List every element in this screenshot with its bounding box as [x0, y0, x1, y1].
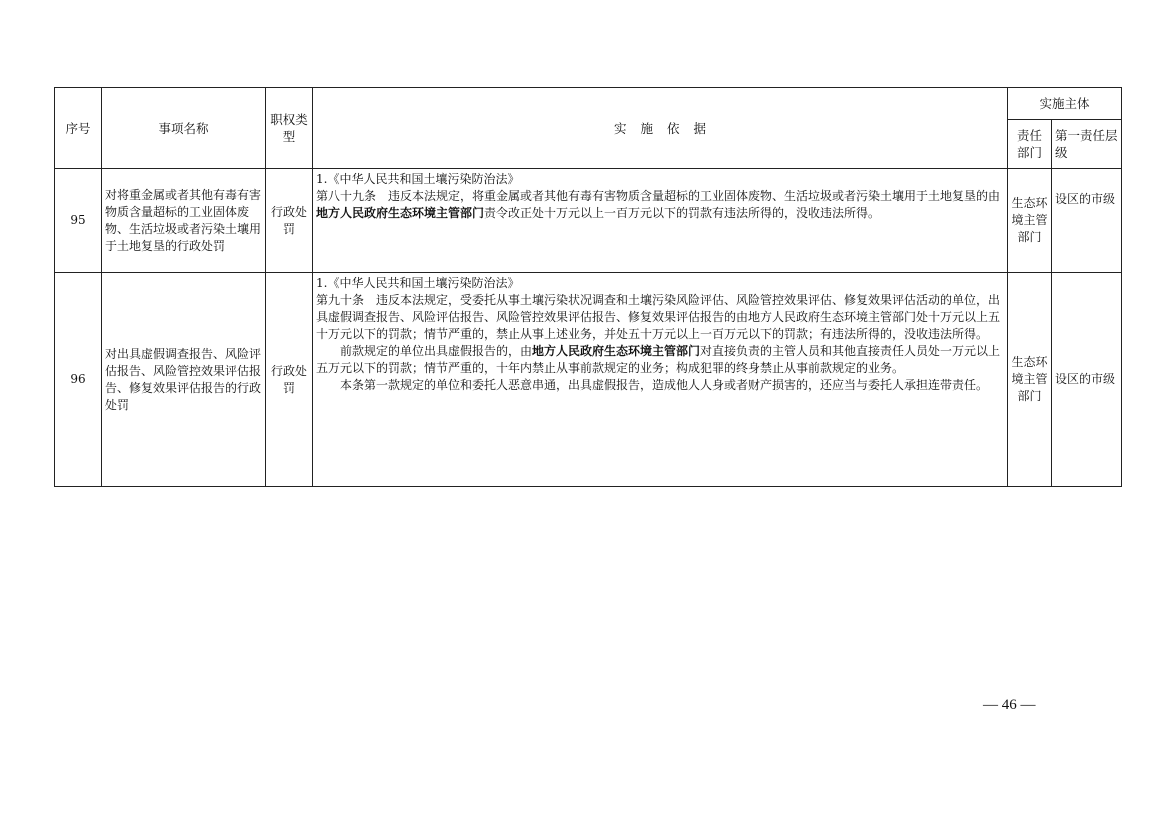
row-seq: 95	[55, 169, 102, 273]
law-title: 1.《中华人民共和国土壤污染防治法》	[316, 276, 520, 290]
law-title: 1.《中华人民共和国土壤污染防治法》	[316, 172, 520, 186]
row-basis	[313, 273, 1008, 487]
authority-bold: 地方人民政府生态环境主管部门	[532, 344, 701, 358]
table-row	[55, 273, 1122, 487]
basis-paragraph: 第八十九条 违反本法规定，将重金属或者其他有毒有害物质含量超标的工业固体废物、生活垃圾或者污染土壤用于土地复垦的由地方人民政府生态环境主管部门责令改正处十万元以上一百万元以下的罚款有违法所得的，没收违法所得。	[316, 189, 1001, 220]
header-row-top	[55, 88, 1122, 120]
row-first-level: 设区的市级	[1052, 169, 1122, 273]
header-impl-subject: 实施主体	[1008, 88, 1122, 120]
row-power-type: 行政处罚	[266, 169, 313, 273]
header-power-type: 职权类型	[266, 88, 313, 169]
header-item-name: 事项名称	[102, 88, 266, 169]
header-basis: 实 施 依 据	[313, 88, 1008, 169]
row-power-type: 行政处罚	[266, 273, 313, 487]
authority-bold: 地方人民政府生态环境主管部门	[316, 206, 485, 220]
basis-paragraph: 第九十条 违反本法规定，受委托从事土壤污染状况调查和土壤污染风险评估、风险管控效果评估、修复效果评估活动的单位，出具虚假调查报告、风险评估报告、风险管控效果评估报告、修复效果评估报告的由地方人民政府生态环境主管部门处十万元以上五十万元以下的罚款；情节严重的，禁止从事上述业务，并处五十万元以上一百万元以下的罚款；有违法所得的，没收违法所得。	[316, 293, 1001, 341]
table-row	[55, 169, 1122, 273]
row-first-level: 设区的市级	[1052, 273, 1122, 487]
header-resp-dept: 责任部门	[1008, 120, 1052, 169]
row-resp-dept: 生态环境主管部门	[1008, 273, 1052, 487]
basis-paragraph: 本条第一款规定的单位和委托人恶意串通，出具虚假报告，造成他人人身或者财产损害的，还应当与委托人承担连带责任。	[340, 378, 989, 392]
row-basis	[313, 169, 1008, 273]
row-item-name: 对将重金属或者其他有毒有害物质含量超标的工业固体废物、生活垃圾或者污染土壤用于土地复垦的行政处罚	[102, 169, 266, 273]
header-seq: 序号	[55, 88, 102, 169]
row-seq: 96	[55, 273, 102, 487]
enforcement-table	[54, 87, 1122, 487]
page-number: — 46 —	[983, 697, 1036, 713]
row-resp-dept: 生态环境主管部门	[1008, 169, 1052, 273]
row-item-name: 对出具虚假调查报告、风险评估报告、风险管控效果评估报告、修复效果评估报告的行政处罚	[102, 273, 266, 487]
header-first-level: 第一责任层级	[1052, 120, 1122, 169]
basis-paragraph: 前款规定的单位出具虚假报告的，由地方人民政府生态环境主管部门对直接负责的主管人员和其他直接责任人员处一万元以上五万元以下的罚款；情节严重的，十年内禁止从事前款规定的业务；构成犯罪的终身禁止从事前款规定的业务。	[316, 344, 1001, 375]
